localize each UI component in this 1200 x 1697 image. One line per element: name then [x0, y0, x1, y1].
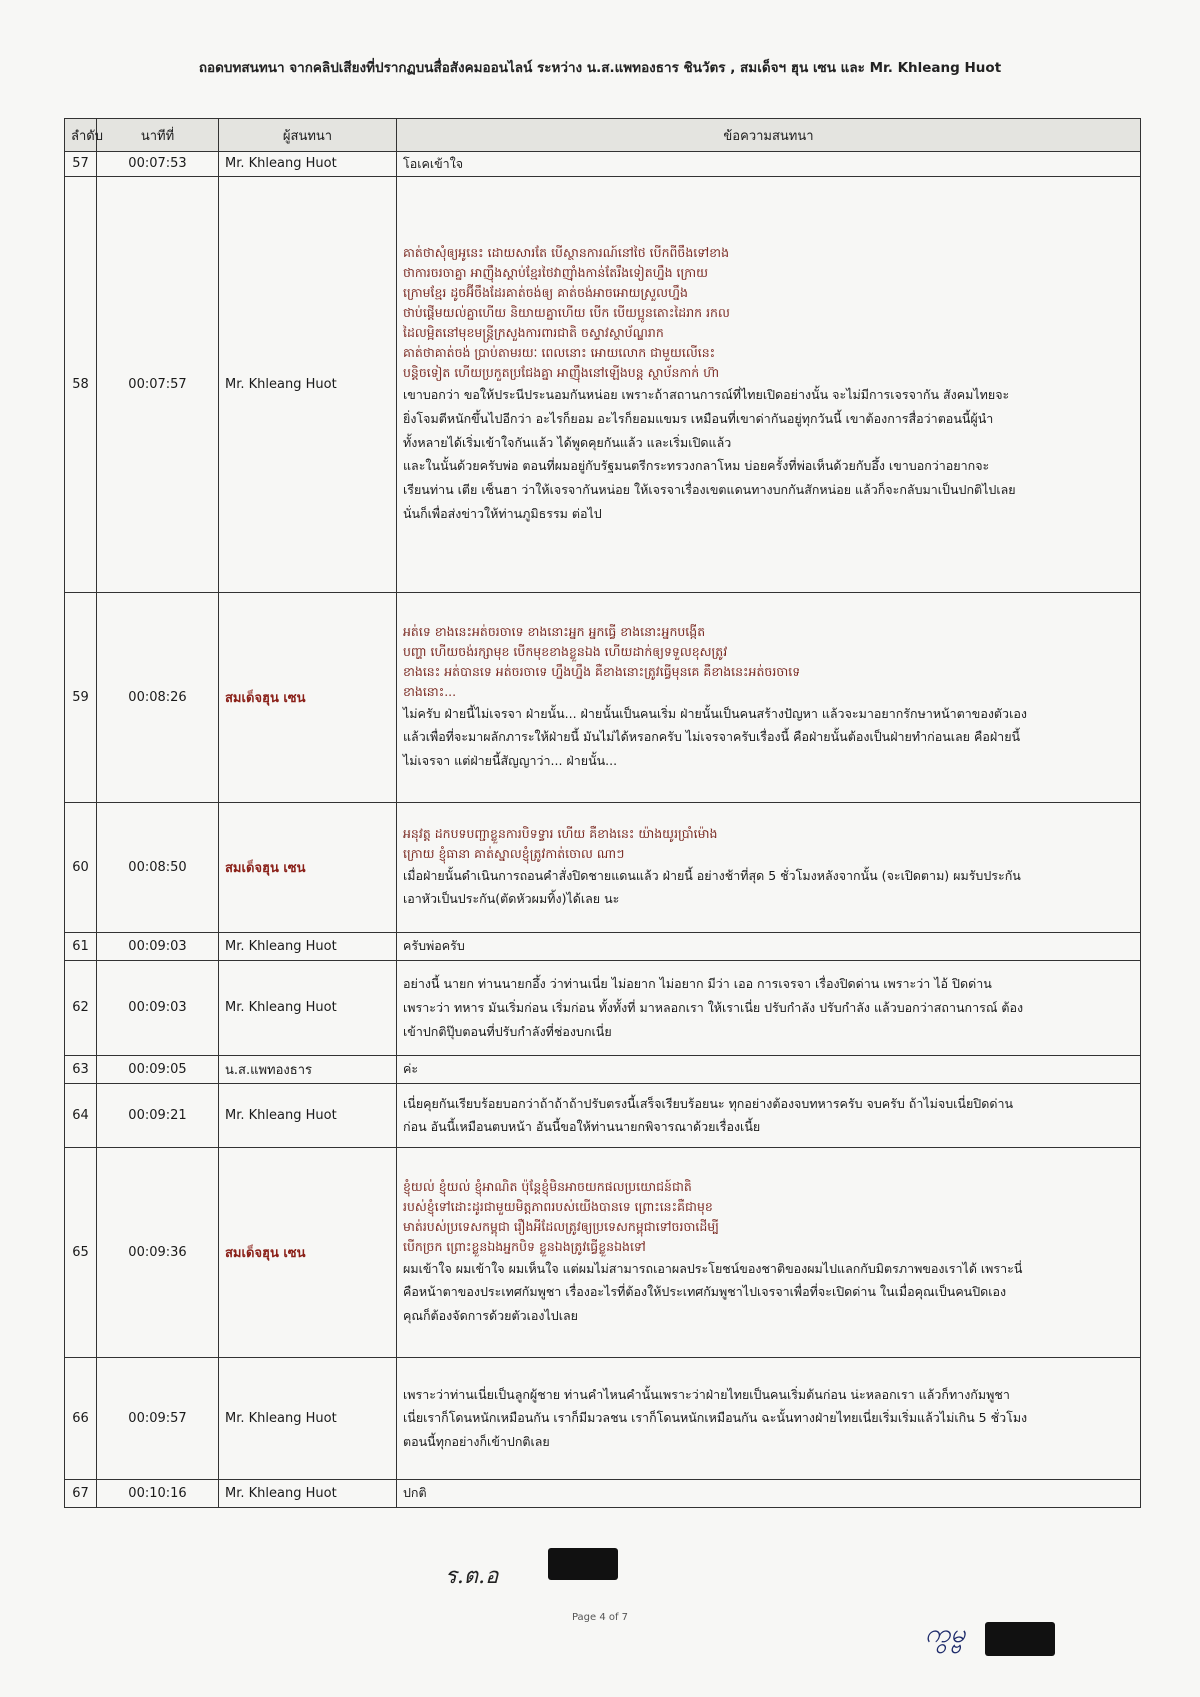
khmer-line: បើកច្រក ព្រោះខ្លួនឯងអ្នកបិទ ខ្លួនឯងត្រូវធ្វើខ្លួនឯងទៅ: [403, 1238, 646, 1254]
thai-line: แล้วเพื่อที่จะมาผลักภาระให้ฝ่ายนี้ มันไม่ได้หรอกครับ ไม่เจรจาครับเรื่องนี้ คือฝ่ายนั้นต้องเป็นฝ่ายทำก่อนเลย คือฝ่ายนี้: [403, 729, 1021, 745]
table-row: [65, 960, 1141, 1055]
khmer-line: ក្រោយ ខ្ញុំធានា គាត់ស្នាលខ្ញុំត្រូវកាត់ចោល ណាៗ: [403, 845, 625, 861]
thai-line: คือหน้าตาของประเทศกัมพูชา เรื่องอะไรที่ต้องให้ประเทศกัมพูชาไปเจรจาเพื่อที่จะเปิดด่าน ในเมื่อคุณเป็นคนปิดเอง: [403, 1284, 1007, 1300]
thai-line: เอาหัวเป็นประกัน(ตัดหัวผมทิ้ง)ได้เลย นะ: [403, 891, 620, 907]
thai-line: ปกติ: [403, 1485, 427, 1501]
row-message: [397, 960, 1141, 1055]
row-message: [397, 1083, 1141, 1147]
row-speaker: Mr. Khleang Huot: [219, 1479, 397, 1507]
thai-line: ก่อน อันนี้เหมือนตบหน้า อันนี้ขอให้ท่านนายกพิจารณาด้วยเรื่องเนี้ย: [403, 1119, 761, 1135]
row-message: [397, 1055, 1141, 1083]
khmer-line: ដៃលម្អិតនៅមុខមន្ត្រីក្រសួងការពារជាតិ ចស្ទាវស្ថាប័ណ្ឌរាក: [403, 325, 664, 340]
redaction-block: [548, 1548, 618, 1580]
thai-line: ตอนนี้ทุกอย่างก็เข้าปกติเลย: [403, 1434, 550, 1450]
thai-line: ค่ะ: [403, 1061, 419, 1077]
thai-line: เนี่ยเราก็โดนหนักเหมือนกัน เราก็มีมวลชน เราก็โดนหนักเหมือนกัน ฉะนั้นทางฝ่ายไทยเนี่ยเริ่มเริ่มแล้วไม่เกิน 5 ชั่วโมง: [403, 1410, 1028, 1426]
header-speaker: ผู้สนทนา: [219, 119, 397, 152]
thai-line: เขาบอกว่า ขอให้ประนีประนอมกันหน่อย เพราะถ้าสถานการณ์ที่ไทยเปิดอย่างนั้น จะไม่มีการเจรจากัน สังคมไทยจะ: [403, 387, 1010, 402]
table-body: [65, 152, 1141, 1508]
table-row: [65, 932, 1141, 960]
khmer-line: បន្តិចទៀត ហើយប្រកួតប្រជែងគ្នា អាញ៉ឹងនៅឡើងបន្ត ស្ថាប័នកាក់ ហ៊ា: [403, 365, 720, 380]
khmer-line: គាត់ថាគាត់ចង់ ប្រាប់តាមរយៈ ពេលនោះ អោយលោក ជាមួយលើនេះ: [403, 345, 716, 360]
row-speaker: สมเด็จฮุน เซน: [219, 592, 397, 802]
khmer-line: អនុវត្ត ដកបទបញ្ជាខ្លួនការបិទទ្វារ ហើយ គឺខាងនេះ យ៉ាងយូរប្រាំម៉ោង: [403, 825, 718, 841]
row-index: 64: [65, 1083, 97, 1147]
row-time: 00:07:57: [97, 176, 219, 592]
row-speaker: Mr. Khleang Huot: [219, 1083, 397, 1147]
thai-line: โอเคเข้าใจ: [403, 156, 464, 171]
khmer-line: ក្រោមខ្មែរ ដូចអ៊ីចឹងដែរគាត់ចង់ឲ្យ គាត់ចង់អាចអោយស្រួលហ្នឹង: [403, 285, 688, 300]
row-time: 00:07:53: [97, 152, 219, 177]
thai-line: เมื่อฝ่ายนั้นดำเนินการถอนคำสั่งปิดชายแดนแล้ว ฝ่ายนี้ อย่างช้าที่สุด 5 ชั่วโมงหลังจากนั้น (จะเปิดตาม) ผมรับประกัน: [403, 867, 1021, 883]
row-speaker: Mr. Khleang Huot: [219, 1357, 397, 1479]
thai-line: อย่างนี้ นายก ท่านนายกอึ้ง ว่าท่านเนี่ย ไม่อยาก ไม่อยาก มีว่า เออ การเจรจา เรื่องปิดด่าน เพราะว่า ไอ้ ปิดด่าน: [403, 976, 992, 992]
header-index: ลำดับ: [65, 119, 97, 152]
khmer-line: គាត់ថាសុំឲ្យអូនេះ ដោយសារតែ បើស្ថានការណ៍នៅថៃ បើកពីចឹងទៅខាង: [403, 245, 730, 260]
thai-line: และในนั้นด้วยครับพ่อ ตอนที่ผมอยู่กับรัฐมนตรีกระทรวงกลาโหม บ่อยครั้งที่พ่อเห็นด้วยกับอึ้ง เขาบอกว่าอยากจะ: [403, 458, 990, 474]
thai-line: ผมเข้าใจ ผมเข้าใจ ผมเห็นใจ แต่ผมไม่สามารถเอาผลประโยชน์ของชาติของผมไปแลกกับมิตรภาพของเราได้ เพราะนี่: [403, 1260, 1023, 1276]
khmer-line: ខាងនោះ...: [403, 683, 457, 699]
khmer-line: របស់ខ្ញុំទៅដោះដូរជាមួយមិត្តភាពរបស់យើងបានទេ ព្រោះនេះគឺជាមុខ: [403, 1198, 713, 1214]
thai-line: ยิ่งโจมตีหนักขึ้นไปอีกว่า อะไรก็ยอม อะไรก็ยอมแขมร เหมือนที่เขาด่ากันอยู่ทุกวันนี้ เขาต้องการสื่อว่าตอนนี้ผู้นำ: [403, 410, 994, 426]
table-row: [65, 1083, 1141, 1147]
row-time: 00:08:50: [97, 802, 219, 932]
khmer-line: ថាប់ផ្តើមយល់គ្នាហើយ និយាយគ្នាហើយ បើក បើយប្អូនតោះដៃរាក រកល: [403, 305, 730, 320]
row-time: 00:09:03: [97, 960, 219, 1055]
thai-line: เข้าปกติปุ๊บตอนที่ปรับกำลังที่ช่องบกเนี่ย: [403, 1023, 612, 1039]
row-speaker: สมเด็จฮุน เซน: [219, 802, 397, 932]
thai-line: คุณก็ต้องจัดการด้วยตัวเองไปเลย: [403, 1308, 578, 1324]
table-header-row: [65, 119, 1141, 152]
redaction-block: [985, 1622, 1055, 1656]
row-time: 00:09:03: [97, 932, 219, 960]
row-index: 58: [65, 176, 97, 592]
row-time: 00:08:26: [97, 592, 219, 802]
thai-line: ไม่ครับ ฝ่ายนี้ไม่เจรจา ฝ่ายนั้น... ฝ่ายนั้นเป็นคนเริ่ม ฝ่ายนั้นเป็นคนสร้างปัญหา แล้วจะมาอยากรักษาหน้าตาของตัวเอง: [403, 705, 1027, 721]
thai-line: ไม่เจรจา แต่ฝ่ายนี้สัญญาว่า... ฝ่ายนั้น...: [403, 753, 618, 769]
row-index: 61: [65, 932, 97, 960]
table-row: [65, 1479, 1141, 1507]
khmer-line: ខ្ញុំយល់ ខ្ញុំយល់ ខ្ញុំអាណិត ប៉ុន្តែខ្ញុំមិនអាចយកផលប្រយោជន៍ជាតិ: [403, 1178, 692, 1194]
row-message: [397, 802, 1141, 932]
footer-initials: ร.ต.อ: [445, 1564, 499, 1589]
row-time: 00:09:05: [97, 1055, 219, 1083]
row-speaker: สมเด็จฮุน เซน: [219, 1147, 397, 1357]
row-index: 57: [65, 152, 97, 177]
thai-line: นั่นก็เพื่อส่งข่าวให้ท่านภูมิธรรม ต่อไป: [403, 505, 602, 521]
row-index: 60: [65, 802, 97, 932]
header-message: ข้อความสนทนา: [397, 119, 1141, 152]
table-row: [65, 1357, 1141, 1479]
row-speaker: Mr. Khleang Huot: [219, 960, 397, 1055]
row-time: 00:09:36: [97, 1147, 219, 1357]
table-row: [65, 592, 1141, 802]
khmer-line: បញ្ហា ហើយចង់រក្សាមុខ បើកមុខខាងខ្លួនឯង ហើយដាក់ឲ្យទទួលខុសត្រូវ: [403, 643, 728, 659]
row-speaker: Mr. Khleang Huot: [219, 152, 397, 177]
row-message: [397, 176, 1141, 592]
khmer-line: ថាការចរចាគ្នា អាញ៉ឹងស្តាប់ខ្មែរថៃវាញ៉ាំងកាន់តែរឹងទៀតហ្នឹង ក្រោយ: [403, 265, 709, 280]
table-row: [65, 802, 1141, 932]
row-index: 63: [65, 1055, 97, 1083]
row-message: [397, 592, 1141, 802]
signature: ကွမ္ဗ: [925, 1619, 966, 1649]
khmer-line: អត់ទេ ខាងនេះអត់ចរចាទេ ខាងនោះអ្នក អ្នកធ្វើ ខាងនោះអ្នកបង្កើត: [403, 623, 706, 639]
row-index: 65: [65, 1147, 97, 1357]
row-index: 62: [65, 960, 97, 1055]
row-message: [397, 1357, 1141, 1479]
thai-line: เพราะว่า ทหาร มันเริ่มก่อน เริ่มก่อน ทั้งทั้งที่ มาหลอกเรา ให้เราเนี่ย ปรับกำลัง ปรับกำลัง แล้วบอกว่าสถานการณ์ ต้อง: [403, 999, 1024, 1015]
row-message: [397, 932, 1141, 960]
thai-line: เรียนท่าน เตีย เซ็นฮา ว่าให้เจรจากันหน่อย ให้เจรจาเรื่องเขตแดนทางบกกันสักหน่อย แล้วก็จะกลับมาเป็นปกติไปเลย: [403, 482, 1016, 497]
page-number: Page 4 of 7: [571, 1612, 629, 1623]
table-row: [65, 152, 1141, 177]
thai-line: ทั้งหลายได้เริ่มเข้าใจกันแล้ว ได้พูดคุยกันแล้ว และเริ่มเปิดแล้ว: [403, 434, 732, 450]
khmer-line: ខាងនេះ អត់បានទេ អត់ចរចាទេ ហ្នឹងហ្នឹង គឺខាងនោះត្រូវធ្វើមុនគេ គឺខាងនេះអត់ចរចាទេ: [403, 663, 801, 679]
row-speaker: น.ส.แพทองธาร: [219, 1055, 397, 1083]
transcript-table: [64, 118, 1141, 1508]
table-row: [65, 176, 1141, 592]
header-time: นาทีที่: [97, 119, 219, 152]
row-message: [397, 152, 1141, 177]
row-message: [397, 1479, 1141, 1507]
thai-line: เนี่ยคุยกันเรียบร้อยบอกว่าถ้าถ้าถ้าปรับตรงนี้เสร็จเรียบร้อยนะ ทุกอย่างต้องจบทหารครับ จบครับ ถ้าไม่จบเนี่ยปิดด่าน: [403, 1095, 1014, 1111]
row-speaker: Mr. Khleang Huot: [219, 932, 397, 960]
row-index: 59: [65, 592, 97, 802]
row-time: 00:10:16: [97, 1479, 219, 1507]
row-time: 00:09:57: [97, 1357, 219, 1479]
khmer-line: មាត់របស់ប្រទេសកម្ពុជា រឿងអីដែលត្រូវឲ្យប្រទេសកម្ពុជាទៅចរចាដើម្បី: [403, 1218, 719, 1234]
row-index: 67: [65, 1479, 97, 1507]
thai-line: เพราะว่าท่านเนี่ยเป็นลูกผู้ชาย ท่านคำไหนคำนั้นเพราะว่าฝ่ายไทยเป็นคนเริ่มต้นก่อน น่ะหลอกเรา แล้วก็ทางกัมพูชา: [403, 1386, 1010, 1402]
row-index: 66: [65, 1357, 97, 1479]
table-row: [65, 1147, 1141, 1357]
row-message: [397, 1147, 1141, 1357]
row-time: 00:09:21: [97, 1083, 219, 1147]
row-speaker: Mr. Khleang Huot: [219, 176, 397, 592]
table-row: [65, 1055, 1141, 1083]
thai-line: ครับพ่อครับ: [403, 938, 465, 954]
page-title: ถอดบทสนทนา จากคลิปเสียงที่ปรากฏบนสื่อสังคมออนไลน์ ระหว่าง น.ส.แพทองธาร ชินวัตร , สมเด็จฯ ฮุน เซน และ Mr. Khleang Huot: [198, 60, 1002, 76]
